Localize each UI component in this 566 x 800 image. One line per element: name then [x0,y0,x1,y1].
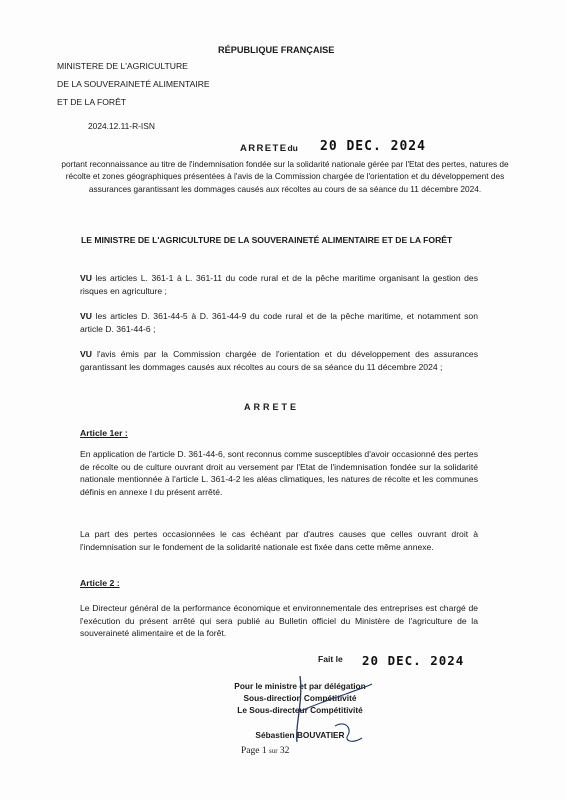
page-number [241,746,289,756]
du-word: du [287,143,298,153]
article-1-paragraph-1: En application de l'article D. 361-44-6, sont reconnus comme susceptibles d'avoir occasionné des pertes de récolte ou de culture ouvrant droit au versement par l'Etat de l'indemnisation fondée sur la solidarité nationale mentionnée à l'article L. 361-4-2 les aléas climatiques, les natures de récolte et les communes définis en annexe I du présent arrêté. [80,449,478,497]
fait-le-label: Fait le [318,654,343,664]
signature-subdirection: Sous-direction Compétitivité [243,693,357,703]
visa-vu: VU [80,349,92,359]
visa-3 [80,348,478,373]
visa-vu: VU [80,273,92,283]
arrete-heading: ARRETE [244,402,300,412]
minister-heading: LE MINISTRE DE L'AGRICULTURE DE LA SOUVERAINETÉ ALIMENTAIRE ET DE LA FORÊT [81,235,453,245]
article-2-paragraph: Le Directeur général de la performance économique et environnementale des entreprises est chargé de l'exécution du présent arrêté qui sera publié au Bulletin officiel du Ministère de l'agriculture de la souveraineté alimentaire et de la forêt. [80,603,478,638]
visa-text: les articles L. 361-1 à L. 361-11 du code rural et de la pêche maritime organisant la gestion des risques en agriculture ; [80,273,478,296]
visa-text: l'avis émis par la Commission chargée de l'orientation et du développement des assurances garantissant les dommages causés aux récoltes au cours de sa séance du 11 décembre 2024 ; [80,349,478,372]
arrete-word: ARRETE [240,143,288,154]
page-current: 1 [261,746,267,756]
page-label: Page [241,746,260,756]
article-1-title: Article 1er : [80,428,128,438]
date-stamp-top: 20 DEC. 2024 [320,139,426,154]
reference-number: 2024.12.11-R-ISN [88,121,155,131]
ministry-line-1: MINISTERE DE L'AGRICULTURE [57,61,188,71]
visa-text: les articles D. 361-44-5 à D. 361-44-9 du code rural et de la pêche maritime, et notamment son article D. 361-44-6 ; [80,311,478,334]
ministry-line-2: DE LA SOUVERAINETÉ ALIMENTAIRE [57,79,210,89]
signature-delegation: Pour le ministre et par délégation [234,681,366,691]
visa-vu: VU [80,311,92,321]
signature-title: Le Sous-directeur Compétitivité [237,705,363,715]
article-2-title: Article 2 : [80,578,120,588]
ministry-line-3: ET DE LA FORÊT [57,97,127,107]
republic-heading: RÉPUBLIQUE FRANÇAISE [218,45,335,55]
arrete-title [240,143,298,154]
article-1-paragraph-2: La part des pertes occasionnées le cas échéant par d'autres causes que celles ouvrant droit à l'indemnisation sur le fondement de la solidarité nationale est fixée dans cette même annexe. [80,529,478,552]
date-stamp-bottom: 20 DEC. 2024 [362,653,465,668]
signatory-name: Sébastien BOUVATIER [255,730,345,740]
arrete-subject: portant reconnaissance au titre de l'indemnisation fondée sur la solidarité nationale gérée par l'Etat des pertes, natures de récolte et zones géographiques présentées à l'avis de la Commission chargée de l'orientation et du développement des assurances garantissant les dommages causés aux récoltes au cours de sa séance du 11 décembre 2024. [61,159,509,194]
page-sur: sur [268,747,278,755]
page-total: 32 [279,746,290,756]
visa-2 [80,310,478,335]
visa-1 [80,272,478,297]
